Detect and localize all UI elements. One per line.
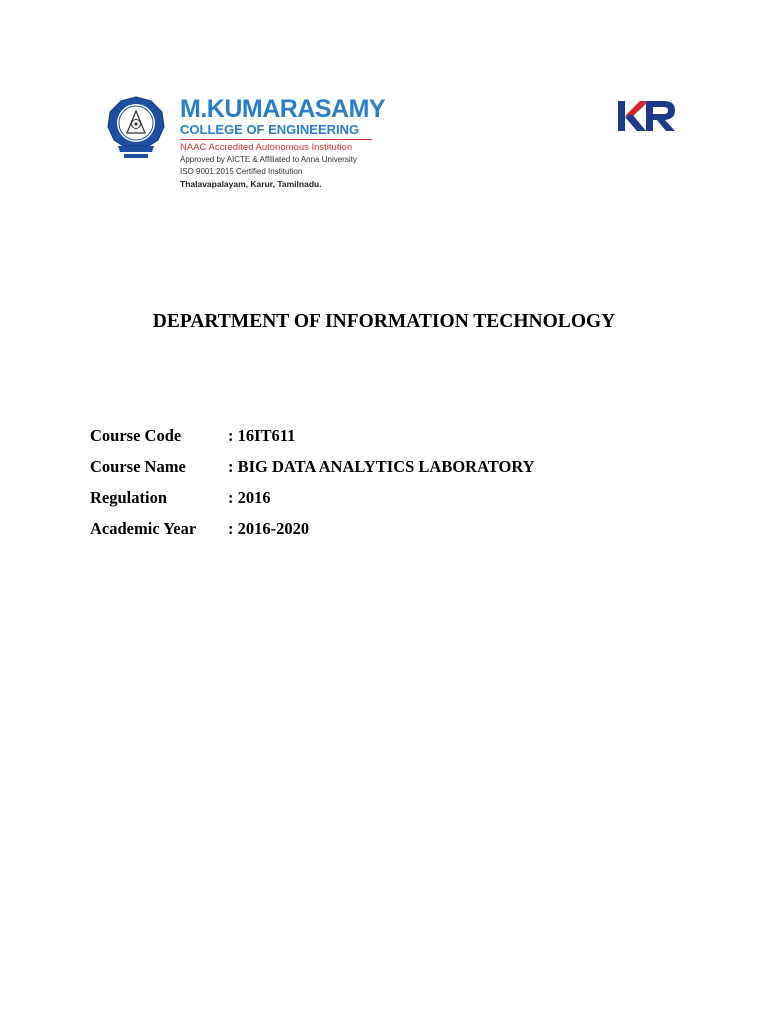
detail-label: Course Code bbox=[90, 425, 182, 445]
college-emblem-icon bbox=[106, 96, 166, 162]
detail-row-course-code bbox=[90, 420, 650, 451]
college-identity bbox=[180, 96, 490, 191]
kr-logo bbox=[616, 98, 678, 134]
department-title: DEPARTMENT OF INFORMATION TECHNOLOGY bbox=[152, 311, 616, 332]
college-divider bbox=[180, 139, 372, 140]
detail-row-course-name bbox=[90, 451, 650, 482]
letterhead bbox=[106, 96, 686, 192]
detail-label: Academic Year bbox=[90, 518, 197, 538]
naac-accreditation: NAAC Accredited Autonomous Institution bbox=[180, 142, 353, 153]
detail-value: : 16IT611 bbox=[228, 425, 296, 445]
detail-value: : 2016-2020 bbox=[228, 518, 310, 538]
detail-row-academic-year bbox=[90, 513, 650, 544]
college-subtitle: COLLEGE OF ENGINEERING bbox=[180, 122, 360, 137]
detail-label: Course Name bbox=[90, 456, 186, 476]
detail-label: Regulation bbox=[90, 487, 168, 507]
detail-value: : BIG DATA ANALYTICS LABORATORY bbox=[228, 456, 535, 476]
detail-value: : 2016 bbox=[228, 487, 271, 507]
detail-row-regulation bbox=[90, 482, 650, 513]
course-details bbox=[90, 420, 650, 544]
aicte-approval: Approved by AICTE & Affiliated to Anna University bbox=[180, 155, 357, 164]
iso-certification: ISO 9001:2015 Certified Institution bbox=[180, 167, 303, 176]
college-name: M.KUMARASAMY bbox=[180, 95, 386, 123]
college-address: Thalavapalayam, Karur, Tamilnadu. bbox=[180, 179, 322, 189]
